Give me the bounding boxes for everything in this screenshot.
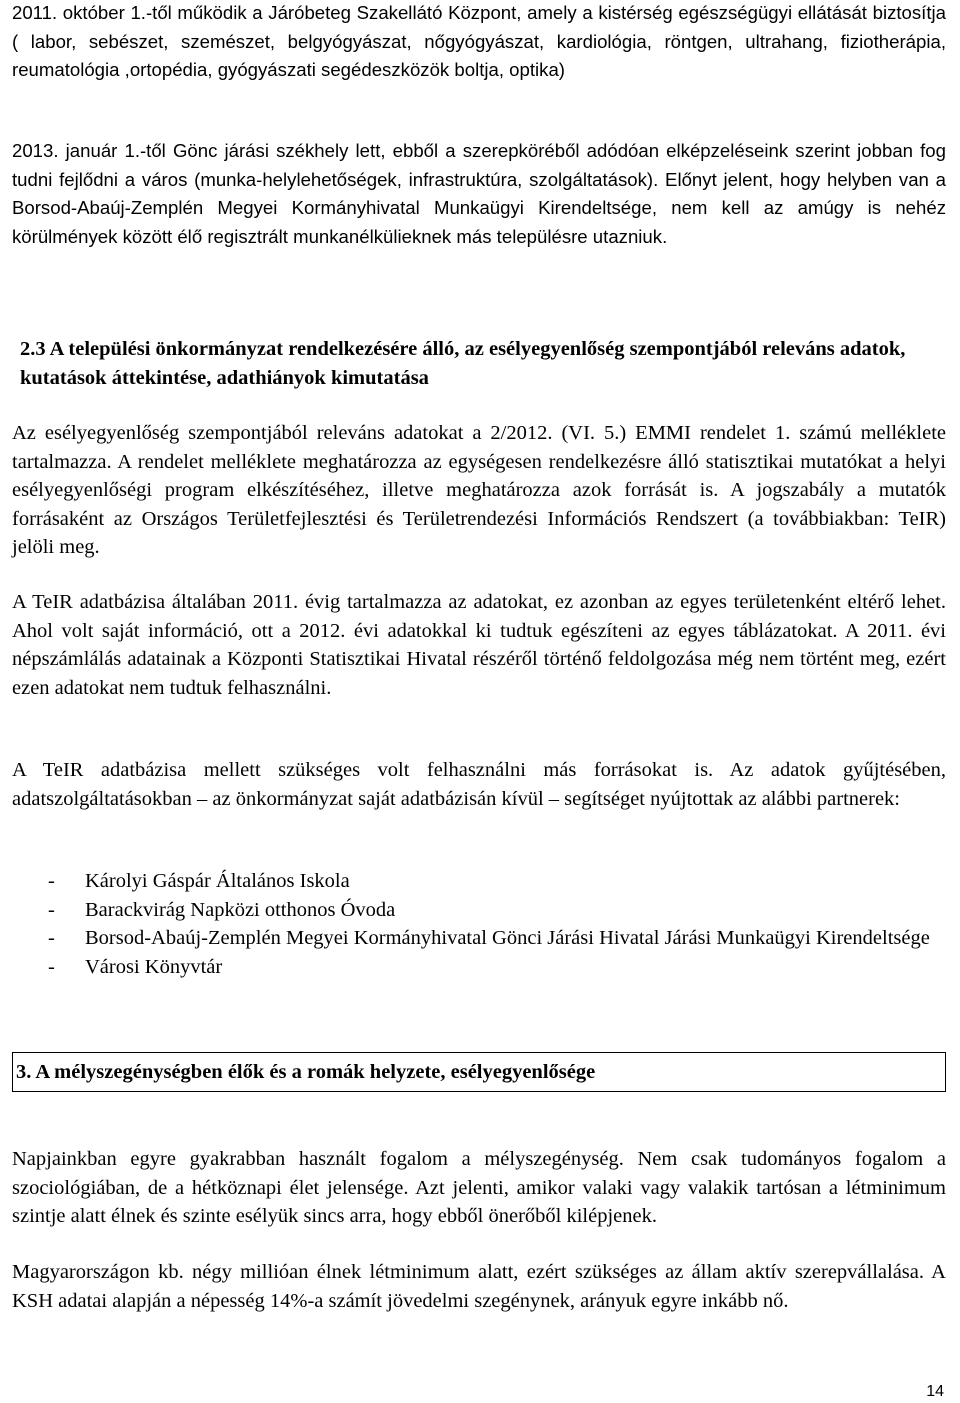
- partner-name: Barackvirág Napközi otthonos Óvoda: [85, 898, 396, 921]
- section-3-paragraph-1: Napjainkban egyre gyakrabban használt fogalom a mélyszegénység. Nem csak tudományos fogalom a szociológiában, de a hétköznapi élet jelensége. Azt jelenti, amikor valaki vagy valakik tartósan a létminimum szintje alatt élnek és szinte esélyük sincs arra, hogy ebből önerőből kilépjenek.: [12, 1148, 946, 1227]
- section-3-heading: 3. A mélyszegénységben élők és a romák helyzete, esélyegyenlősége: [12, 1052, 946, 1092]
- paragraph-2013: 2013. január 1.-től Gönc járási székhely lett, ebből a szerepköréből adódóan elképzeléseink szerint jobban fog tudni fejlődni a város (munka-helylehetőségek, infrastruktúra, szolgáltatások). Előnyt jelent, hogy helyben van a Borsod-Abaúj-Zemplén Megyei Kormányhivatal Munkaügyi Kirendeltsége, nem kell az amúgy is nehéz körülmények között élő regisztrált munkanélkülieknek más településre utazniuk.: [12, 140, 946, 247]
- partner-list: [12, 867, 946, 981]
- section-2-3-paragraph-3: A TeIR adatbázisa mellett szükséges volt felhasználni más forrásokat is. Az adatok gyűjtésében, adatszolgáltatásokban – az önkormányzat saját adatbázisán kívül – segítséget nyújtottak az alábbi partnerek:: [12, 759, 946, 810]
- section-3-paragraph-2: Magyarországon kb. négy millióan élnek létminimum alatt, ezért szükséges az állam aktív szerepvállalása. A KSH adatai alapján a népesség 14%-a számít jövedelmi szegénynek, arányuk egyre inkább nő.: [12, 1261, 946, 1312]
- list-dash: -: [48, 898, 55, 921]
- list-item: [12, 896, 946, 925]
- list-item: [12, 924, 946, 953]
- partner-name: Károlyi Gáspár Általános Iskola: [85, 870, 350, 892]
- list-item: [12, 867, 946, 896]
- list-dash: -: [48, 927, 55, 949]
- list-item: [12, 953, 946, 982]
- section-2-3-paragraph-1: Az esélyegyenlőség szempontjából releváns adatokat a 2/2012. (VI. 5.) EMMI rendelet 1. számú melléklete tartalmazza. A rendelet melléklete meghatározza az egységesen rendelkezésre álló statisztikai mutatókat a helyi esélyegyenlőségi program elkészítéséhez, illetve meghatározza azok forrását is. A jogszabály a mutatók forrásaként az Országos Területfejlesztési és Területrendezési Információs Rendszert (a továbbiakban: TeIR) jelöli meg.: [12, 422, 946, 558]
- section-2-3-heading: 2.3 A települési önkormányzat rendelkezésére álló, az esélyegyenlőség szempontjából releváns adatok, kutatások áttekintése, adathiányok kimutatása: [20, 338, 906, 389]
- page-number: 14: [926, 1383, 944, 1400]
- paragraph-2011: 2011. október 1.-től működik a Járóbeteg Szakellátó Központ, amely a kistérség egészségügyi ellátását biztosítja ( labor, sebészet, szemészet, belgyógyászat, nőgyógyászat, kardiológia, röntgen, ultrahang, fiziotherápia, reumatológia ,ortopédia, gyógyászati segédeszközök boltja, optika): [12, 2, 946, 80]
- list-dash: -: [48, 955, 55, 978]
- partner-name: Borsod-Abaúj-Zemplén Megyei Kormányhivatal Gönci Járási Hivatal Járási Munkaügyi Kirendeltsége: [85, 927, 930, 949]
- partner-name: Városi Könyvtár: [85, 955, 223, 978]
- section-2-3-paragraph-2: A TeIR adatbázisa általában 2011. évig tartalmazza az adatokat, ez azonban az egyes területenként eltérő lehet. Ahol volt saját információ, ott a 2012. évi adatokkal ki tudtuk egészíteni az egyes táblázatokat. A 2011. évi népszámlálás adatainak a Központi Statisztikai Hivatal részéről történő feldolgozása még nem történt meg, ezért ezen adatokat nem tudtuk felhasználni.: [12, 591, 946, 699]
- list-dash: -: [48, 870, 55, 892]
